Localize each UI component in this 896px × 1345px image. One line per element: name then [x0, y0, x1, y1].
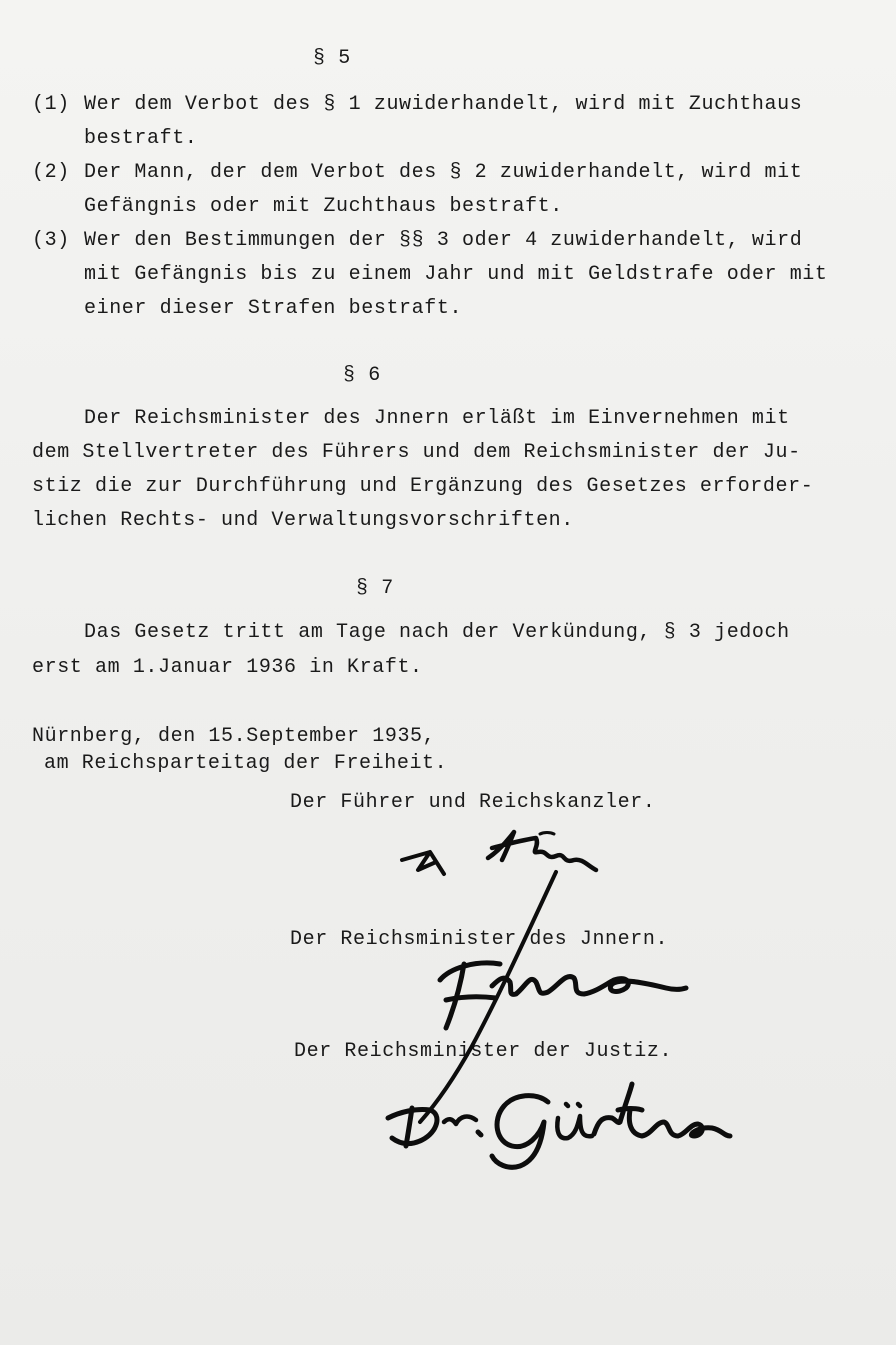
text-line: Wer den Bestimmungen der §§ 3 oder 4 zuwiderhandelt, wird: [84, 229, 803, 252]
signatory-title: Der Reichsminister des Jnnern.: [290, 928, 669, 951]
occasion: am Reichsparteitag der Freiheit.: [44, 752, 448, 775]
text-line: mit Gefängnis bis zu einem Jahr und mit Geldstrafe oder mit: [84, 263, 828, 286]
section-heading: § 7: [356, 577, 394, 600]
text-line: Gefängnis oder mit Zuchthaus bestraft.: [84, 195, 563, 218]
text-line: einer dieser Strafen bestraft.: [84, 297, 463, 320]
signatory-title: Der Reichsminister der Justiz.: [294, 1040, 673, 1063]
text-line: bestraft.: [84, 127, 198, 150]
text-line: Der Mann, der dem Verbot des § 2 zuwiderhandelt, wird mit: [84, 161, 803, 184]
signature-guertner: [380, 1062, 760, 1172]
paragraph-number: (3): [32, 229, 70, 252]
paragraph-number: (1): [32, 93, 70, 116]
place-date: Nürnberg, den 15.September 1935,: [32, 725, 436, 748]
text-line: Wer dem Verbot des § 1 zuwiderhandelt, wird mit Zuchthaus: [84, 93, 803, 116]
text-line: dem Stellvertreter des Führers und dem Reichsminister der Ju-: [32, 441, 801, 464]
text-line: erst am 1.Januar 1936 in Kraft.: [32, 656, 423, 679]
text-line: stiz die zur Durchführung und Ergänzung des Gesetzes erforder-: [32, 475, 814, 498]
paragraph-number: (2): [32, 161, 70, 184]
section-heading: § 6: [343, 364, 381, 387]
text-line: Das Gesetz tritt am Tage nach der Verkündung, § 3 jedoch: [84, 621, 790, 644]
signatory-title: Der Führer und Reichskanzler.: [290, 791, 656, 814]
section-heading: § 5: [313, 47, 351, 70]
text-line: Der Reichsminister des Jnnern erläßt im Einvernehmen mit: [84, 407, 790, 430]
text-line: lichen Rechts- und Verwaltungsvorschriften.: [32, 509, 574, 532]
